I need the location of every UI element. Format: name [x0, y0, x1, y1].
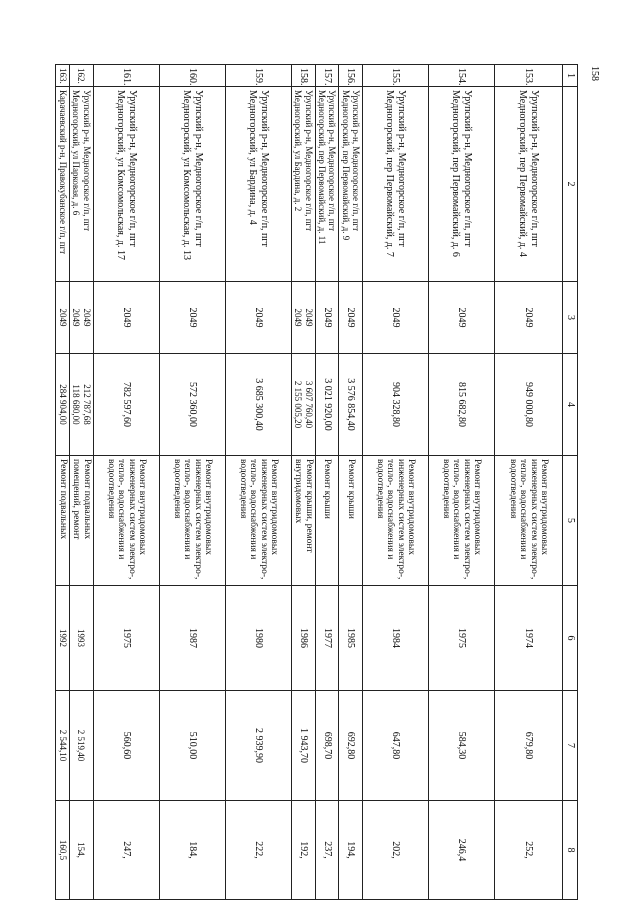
row-cost-line: 118 680,00 [71, 384, 82, 425]
row-address: Карачаевский р-н, Правокубанское г/п, пгт [56, 87, 69, 282]
row-unit-cost: 247, [93, 801, 159, 900]
row-built-year: 1975 [93, 586, 159, 691]
row-address: Урупский р-н, Медногорское г/п, пгт Медногорский, пер Первомайский, д. 6 [429, 87, 495, 282]
row-built-year: 1987 [159, 586, 225, 691]
row-number: 157. [315, 65, 339, 87]
page-number: 158 [589, 66, 600, 81]
row-number: 156. [339, 65, 363, 87]
row-year-line: 2049 [303, 308, 314, 327]
row-unit-cost: 184, [159, 801, 225, 900]
row-year: 2049 [429, 282, 495, 354]
row-work-type: Ремонт крыши, ремонт внутридомовых [291, 456, 315, 586]
table-row [225, 65, 291, 900]
row-number: 160. [159, 65, 225, 87]
col-header-3: 3 [563, 282, 578, 354]
row-cost-line: 3 607 760,40 [303, 380, 314, 429]
row-address: Урупский р-н, Медногорское г/п, пгт Медногорский, пер Первомайский, д. 9 [339, 87, 363, 282]
row-area: 698,70 [315, 691, 339, 801]
row-unit-cost: 194, [339, 801, 363, 900]
row-area: 692,80 [339, 691, 363, 801]
table-row [159, 65, 225, 900]
row-cost: 815 682,80 [429, 354, 495, 456]
row-unit-cost: 252, [495, 801, 563, 900]
row-work-type: Ремонт внутридомовых инженерных систем электро-, тепло-, водоснабжения и водоотведения [225, 456, 291, 586]
row-cost [69, 354, 93, 456]
row-address: Урупский р-н, Медногорское г/п, пгт Медногорский, ул Комсомольская, д. 13 [159, 87, 225, 282]
row-address: Урупский р-н, Медногорское г/п, пгт Медногорский, ул Бардина, д. 2 [291, 87, 315, 282]
row-number: 163. [56, 65, 69, 87]
col-header-6: 6 [563, 586, 578, 691]
repair-program-table [55, 64, 578, 900]
row-area: 2 939,90 [225, 691, 291, 801]
row-built-year: 1984 [363, 586, 429, 691]
row-year-line: 2049 [71, 308, 82, 327]
row-year [291, 282, 315, 354]
row-area: 584,30 [429, 691, 495, 801]
row-work-type: Ремонт подвальных [56, 456, 69, 586]
row-cost-line: 212 787,68 [81, 384, 92, 425]
row-area: 679,80 [495, 691, 563, 801]
table-row [69, 65, 93, 900]
row-cost-line: 2 155 005,20 [293, 380, 304, 429]
row-built-year: 1974 [495, 586, 563, 691]
row-area: 2 544,10 [56, 691, 69, 801]
col-header-1: 1 [563, 65, 578, 87]
row-cost: 3 685 300,40 [225, 354, 291, 456]
row-built-year: 1993 [69, 586, 93, 691]
table-row [56, 65, 69, 900]
row-cost: 572 360,00 [159, 354, 225, 456]
row-cost [291, 354, 315, 456]
row-year: 2049 [315, 282, 339, 354]
row-number: 161. [93, 65, 159, 87]
header-row [563, 65, 578, 900]
row-address: Урупский р-н, Медногорское г/п, пгт Медногорский, ул Комсомольская, д. 17 [93, 87, 159, 282]
table-row [495, 65, 563, 900]
row-year [69, 282, 93, 354]
row-built-year: 1980 [225, 586, 291, 691]
row-unit-cost: 246,4 [429, 801, 495, 900]
row-address: Урупский р-н, Медногорское г/п, пгт Медногорский, ул Парковая, д. 6 [69, 87, 93, 282]
row-unit-cost: 222, [225, 801, 291, 900]
row-year: 2049 [225, 282, 291, 354]
row-cost: 782 597,60 [93, 354, 159, 456]
row-area: 560,60 [93, 691, 159, 801]
row-number: 153. [495, 65, 563, 87]
row-cost: 3 021 920,00 [315, 354, 339, 456]
row-year: 2049 [495, 282, 563, 354]
row-built-year: 1985 [339, 586, 363, 691]
row-address: Урупский р-н, Медногорское г/п, пгт Медногорский, пер Первомайский, д. 4 [495, 87, 563, 282]
col-header-4: 4 [563, 354, 578, 456]
row-area: 647,80 [363, 691, 429, 801]
row-number: 154. [429, 65, 495, 87]
row-year-line: 2049 [81, 308, 92, 327]
row-number: 158. [291, 65, 315, 87]
row-built-year: 1975 [429, 586, 495, 691]
row-work-type: Ремонт внутридомовых инженерных систем электро-, тепло-, водоснабжения и водоотведения [363, 456, 429, 586]
col-header-5: 5 [563, 456, 578, 586]
row-year-line: 2049 [293, 308, 304, 327]
row-year: 2049 [339, 282, 363, 354]
row-year: 2049 [56, 282, 69, 354]
row-number: 162. [69, 65, 93, 87]
row-work-type: Ремонт подвальных помещений, ремонт [69, 456, 93, 586]
row-unit-cost: 160,5 [56, 801, 69, 900]
row-cost: 904 328,80 [363, 354, 429, 456]
row-cost: 284 904,00 [56, 354, 69, 456]
row-work-type: Ремонт внутридомовых инженерных систем электро-, тепло-, водоснабжения и водоотведения [495, 456, 563, 586]
row-work-type: Ремонт внутридомовых инженерных систем электро-, тепло-, водоснабжения и водоотведения [159, 456, 225, 586]
row-year: 2049 [93, 282, 159, 354]
row-area: 1 943,70 [291, 691, 315, 801]
row-area: 510,00 [159, 691, 225, 801]
col-header-7: 7 [563, 691, 578, 801]
row-area: 2 519,40 [69, 691, 93, 801]
col-header-2: 2 [563, 87, 578, 282]
row-work-type: Ремонт крыши [339, 456, 363, 586]
row-address: Урупский р-н, Медногорское г/п, пгт Медногорский, пер Первомайский, д. 7 [363, 87, 429, 282]
row-built-year: 1977 [315, 586, 339, 691]
table-row [363, 65, 429, 900]
row-unit-cost: 202, [363, 801, 429, 900]
row-unit-cost: 192, [291, 801, 315, 900]
rotated-table-wrapper [55, 64, 578, 899]
row-address: Урупский р-н, Медногорское г/п, пгт Медногорский, пер Первомайский, д. 11 [315, 87, 339, 282]
table-row [291, 65, 315, 900]
row-address: Урупский р-н, Медногорское г/п, пгт Медногорский, ул Бардина, д. 4 [225, 87, 291, 282]
table-row [339, 65, 363, 900]
table-row [93, 65, 159, 900]
row-unit-cost: 237, [315, 801, 339, 900]
row-number: 159. [225, 65, 291, 87]
row-work-type: Ремонт внутридомовых инженерных систем электро-, тепло-, водоснабжения и водоотведения [429, 456, 495, 586]
row-built-year: 1992 [56, 586, 69, 691]
row-number: 155. [363, 65, 429, 87]
row-cost: 3 576 854,40 [339, 354, 363, 456]
row-unit-cost: 154, [69, 801, 93, 900]
table-row [429, 65, 495, 900]
row-built-year: 1986 [291, 586, 315, 691]
row-year: 2049 [363, 282, 429, 354]
row-work-type: Ремонт внутридомовых инженерных систем электро-, тепло-, водоснабжения и водоотведения [93, 456, 159, 586]
table-row [315, 65, 339, 900]
row-cost: 949 000,80 [495, 354, 563, 456]
col-header-8: 8 [563, 801, 578, 900]
row-year: 2049 [159, 282, 225, 354]
row-work-type: Ремонт крыши [315, 456, 339, 586]
